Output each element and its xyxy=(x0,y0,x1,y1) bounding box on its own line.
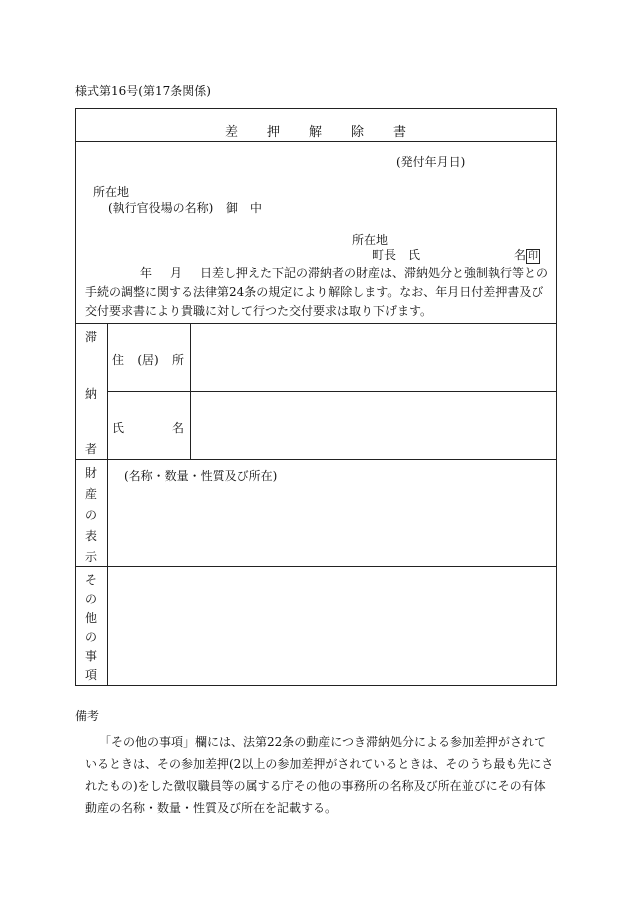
name-label: 氏 名 xyxy=(112,421,184,435)
notes-heading: 備考 xyxy=(75,709,100,723)
property-label: 財 産 の 表 示 xyxy=(84,466,97,564)
delinquent-label: 滞 xyxy=(84,330,97,344)
property-hint: (名称・数量・性質及び所在) xyxy=(124,469,278,483)
divider xyxy=(190,323,191,459)
form-id: 様式第16号(第17条関係) xyxy=(75,84,211,98)
sender-name-line: 町長 氏 xyxy=(372,248,421,262)
divider xyxy=(75,141,557,142)
other-matters-label: そ の 他 の 事 項 xyxy=(84,573,97,682)
divider xyxy=(75,323,557,324)
divider xyxy=(107,391,557,392)
delinquent-label-2: 納 xyxy=(84,387,97,401)
addressee-location-label: 所在地 xyxy=(93,185,130,199)
address-label: 住 (居) 所 xyxy=(112,353,184,367)
body-paragraph: 年 月 日差し押えた下記の滞納者の財産は、滞納処分と強制執行等との手続の調整に関する法律第24条の規定により解除します。なお、年月日付差押書及び交付要求書により貴職に対して行つた交付要求は取り下げます。 xyxy=(85,266,549,318)
sender-name-suffix: 名 印 xyxy=(514,248,539,262)
delinquent-label-3: 者 xyxy=(84,442,97,456)
sender-location-label: 所在地 xyxy=(352,233,389,247)
form-table xyxy=(75,108,557,686)
seal-mark: 印 xyxy=(528,251,539,262)
divider xyxy=(75,566,557,567)
issue-date: (発付年月日) xyxy=(396,155,466,169)
document-title: 差 押 解 除 書 xyxy=(224,125,408,140)
addressee-office-name: (執行官役場の名称) xyxy=(108,201,214,215)
divider xyxy=(75,459,557,460)
divider xyxy=(107,323,108,686)
notes-text: 「その他の事項」欄には、法第22条の動産につき滞納処分による参加差押がされているときは、その参加差押(2以上の参加差押がされているときは、そのうち最も先にされたもの)をした徴収職員等の属する庁その他の事務所の名称及び所在並びにその有体動産の名称・数量・性質及び所在を記載する。 xyxy=(85,735,554,815)
addressee-honorific: 御 中 xyxy=(226,201,263,215)
